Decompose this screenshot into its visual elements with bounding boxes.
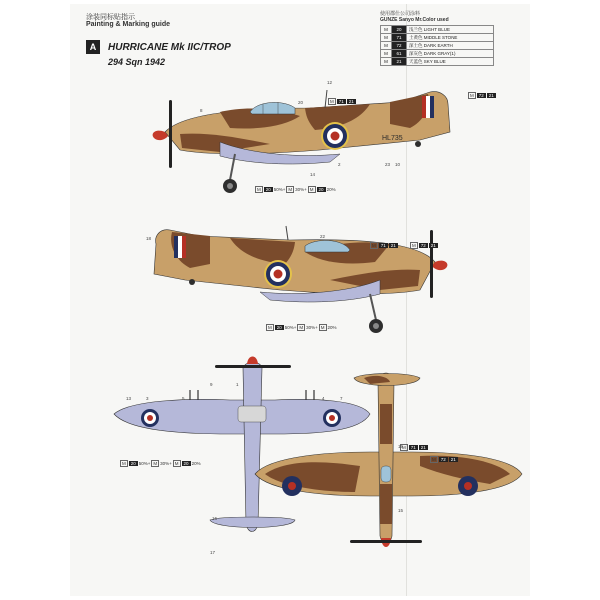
propeller xyxy=(169,100,172,168)
part-number: 14 xyxy=(310,172,316,177)
aircraft-views xyxy=(70,4,530,596)
part-number: 7 xyxy=(340,396,343,401)
legend-heading-cn: 使用郡仕公司涂料 xyxy=(380,11,421,17)
part-number: 13 xyxy=(126,396,132,401)
callout-side1-mix: M 20 50%+ M 30%+ M 20 20% xyxy=(257,187,336,192)
part-number: 8 xyxy=(200,108,203,113)
callout-side2-top: M 71 21 xyxy=(372,243,396,248)
legend-code: 61 xyxy=(392,50,407,58)
instruction-sheet xyxy=(70,4,530,596)
underside-view xyxy=(114,357,370,532)
part-number: 4 xyxy=(322,396,325,401)
part-number: 15 xyxy=(398,508,404,513)
fuselage-roundel xyxy=(321,122,349,150)
fin-flash xyxy=(422,96,426,118)
legend-name-en: LIGHT BLUE xyxy=(423,26,450,32)
legend-prefix: M xyxy=(381,42,392,50)
scheme-badge: A xyxy=(86,40,100,54)
part-number: 3 xyxy=(146,396,149,401)
part-number: 2 xyxy=(338,162,341,167)
callout-canopy-top: M 71 21 xyxy=(330,99,354,104)
callout-side2-mix: M 20 50%+ M 30%+ M 20% xyxy=(268,325,337,330)
legend-prefix: M xyxy=(381,58,392,66)
legend-code: 21 xyxy=(392,58,407,66)
legend-prefix: M xyxy=(381,34,392,42)
part-number: 5 xyxy=(182,396,185,401)
legend-code: 72 xyxy=(392,42,407,50)
callout-side2-top2: M 72 21 xyxy=(412,243,436,248)
legend-heading-en: GUNZE Sanyo Mr.Color used xyxy=(380,17,449,23)
legend-name-cn: 浅兰色 xyxy=(409,26,423,32)
legend-name-cn: 土黄色 xyxy=(409,34,423,40)
legend-name-en: DARK GRAY(1) xyxy=(423,50,456,56)
legend-code: 71 xyxy=(392,34,407,42)
part-number: 18 xyxy=(146,236,152,241)
callout-top-view-2: M 72 21 xyxy=(432,457,456,462)
callout-underside-mix: M 20 50%+ M 30%+ M 20 20% xyxy=(122,461,201,466)
header-english: Painting & Marking guide xyxy=(86,21,171,28)
callout-top-view-1: M 71 21 xyxy=(402,445,426,450)
legend-name-en: SKY BLUE xyxy=(423,58,446,64)
aircraft-title: HURRICANE Mk IIC/TROP xyxy=(108,42,231,53)
part-number: 16 xyxy=(212,516,218,521)
legend-prefix: M xyxy=(381,50,392,58)
part-number: 23 xyxy=(385,162,391,167)
part-number: 19 xyxy=(398,444,404,449)
part-number: 10 xyxy=(395,162,401,167)
serial-number: HL735 xyxy=(382,135,403,142)
squadron-subtitle: 294 Sqn 1942 xyxy=(108,57,166,67)
legend-code: 20 xyxy=(392,26,407,34)
part-number: 12 xyxy=(327,80,333,85)
side-view-left xyxy=(153,90,450,193)
legend-name-cn: 深土色 xyxy=(409,42,423,48)
legend-name-en: DARK EARTH xyxy=(423,42,453,48)
part-number: 1 xyxy=(236,382,239,387)
part-number: 20 xyxy=(298,100,304,105)
part-number: 22 xyxy=(320,234,326,239)
part-number: 9 xyxy=(210,382,213,387)
legend-name-cn: 天蓝色 xyxy=(409,58,423,64)
legend-name-en: MIDDLE STONE xyxy=(423,34,458,40)
legend-name-cn: 深灰色 xyxy=(409,50,423,56)
legend-prefix: M xyxy=(381,26,392,34)
part-number: 17 xyxy=(210,550,216,555)
side-view-right xyxy=(154,226,447,333)
header-chinese: 涂装同标贴指示 xyxy=(86,14,135,21)
fuselage-roundel-2 xyxy=(264,260,292,288)
callout-fin-top: M 72 21 xyxy=(470,93,494,98)
